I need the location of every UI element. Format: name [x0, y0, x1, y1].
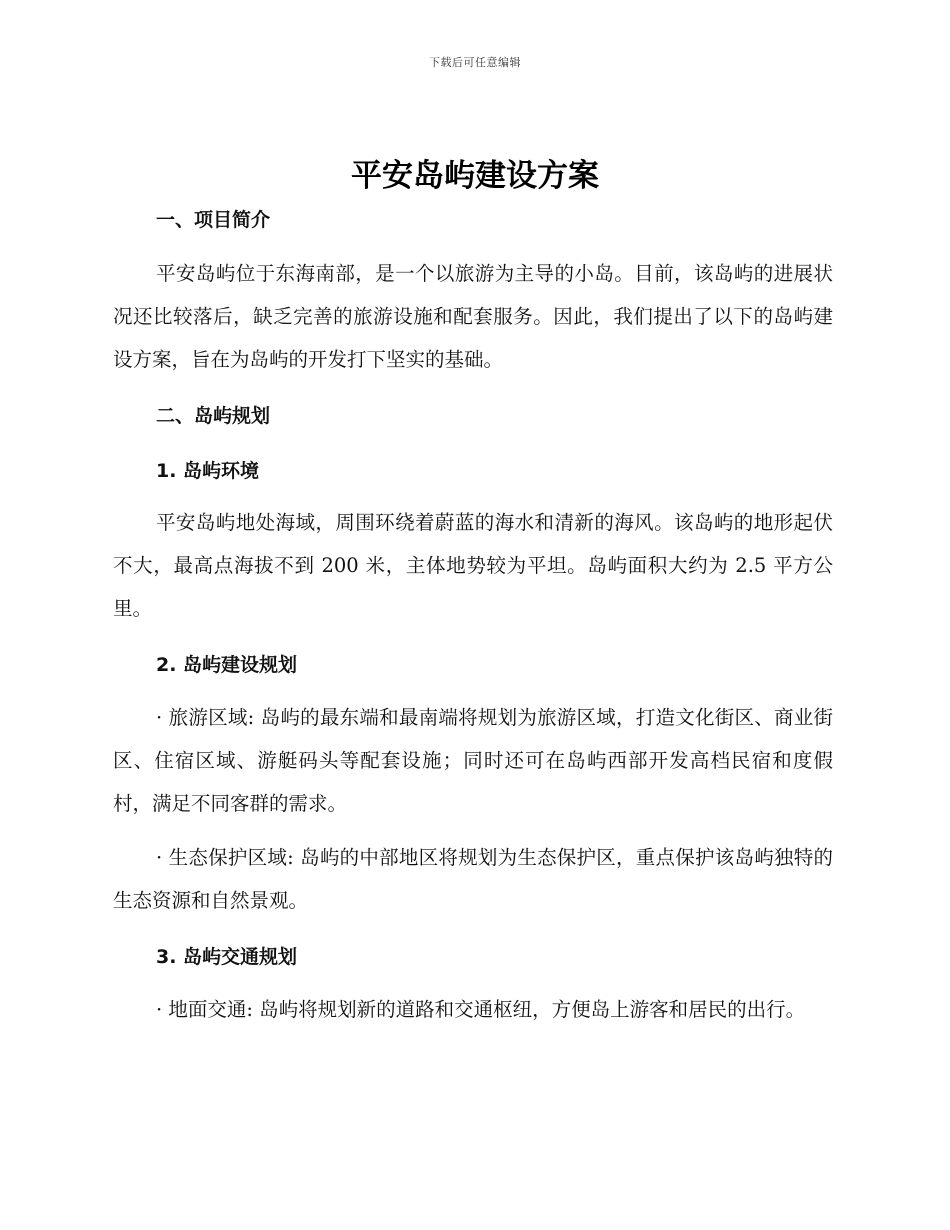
document-title: 平安岛屿建设方案: [351, 158, 599, 194]
subsection-heading-environment: 1. 岛屿环境: [156, 460, 260, 482]
subsection-heading-traffic: 3. 岛屿交通规划: [156, 946, 298, 968]
page-header-note: 下载后可任意编辑: [429, 56, 521, 69]
paragraph-ecology-zone: · 生态保护区域: 岛屿的中部地区将规划为生态保护区，重点保护该岛屿独特的生态资源和自然景观。: [113, 846, 833, 912]
section-heading-plan: 二、岛屿规划: [156, 405, 271, 427]
subsection-heading-construction: 2. 岛屿建设规划: [156, 654, 298, 676]
section-heading-intro: 一、项目简介: [156, 209, 271, 231]
paragraph-intro: 平安岛屿位于东海南部，是一个以旅游为主导的小岛。目前，该岛屿的进展状况还比较落后，缺乏完善的旅游设施和配套服务。因此，我们提出了以下的岛屿建设方案，旨在为岛屿的开发打下坚实的基础。: [113, 262, 833, 371]
paragraph-environment: 平安岛屿地处海域，周围环绕着蔚蓝的海水和清新的海风。该岛屿的地形起伏不大，最高点海拔不到 200 米，主体地势较为平坦。岛屿面积大约为 2.5 平方公里。: [113, 511, 833, 620]
paragraph-tourism-zone: · 旅游区域: 岛屿的最东端和最南端将规划为旅游区域，打造文化街区、商业街区、住宿区域、游艇码头等配套设施；同时还可在岛屿西部开发高档民宿和度假村，满足不同客群的需求。: [113, 706, 833, 815]
paragraph-ground-traffic: · 地面交通: 岛屿将规划新的道路和交通枢纽，方便岛上游客和居民的出行。: [156, 998, 806, 1021]
